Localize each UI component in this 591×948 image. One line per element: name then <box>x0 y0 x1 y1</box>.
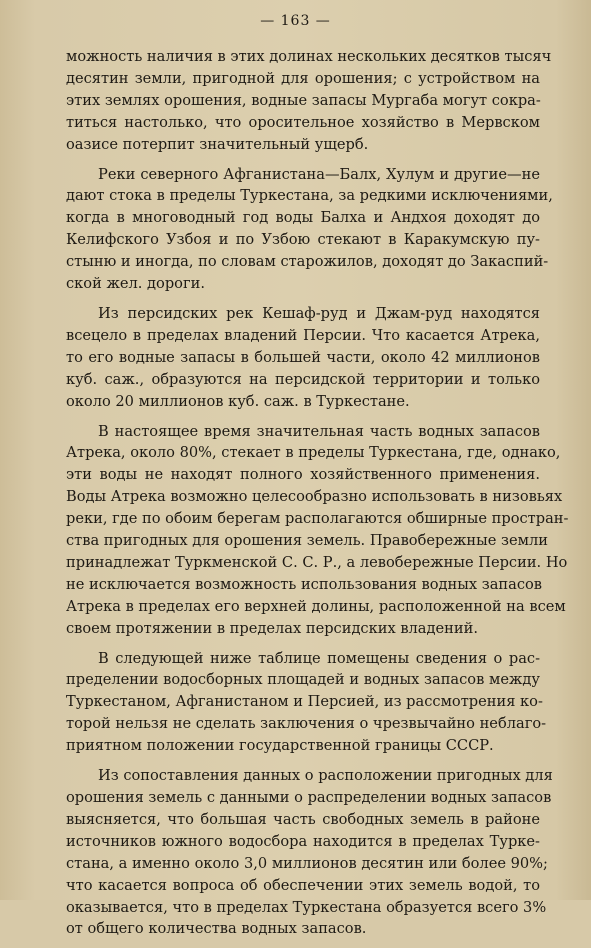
paragraph <box>66 46 552 156</box>
text-line: дают стока в пределы Туркестана, за редкими исключениями, <box>66 187 553 205</box>
text-line: что касается вопроса об обеспечении этих земель водой, то <box>66 876 540 894</box>
text-line: ской жел. дороги. <box>66 275 205 293</box>
text-line: этих землях орошения, водные запасы Мургаба могут сокра- <box>66 91 541 109</box>
text-line: эти воды не находят полного хозяйственного применения. <box>66 466 540 484</box>
text-line: стана, а именно около 3,0 миллионов десятин или более 90%; <box>66 854 548 872</box>
text-line: от общего количества водных запасов. <box>66 920 367 938</box>
text-line: Реки северного Афганистана—Балх, Хулум и другие—не <box>98 165 540 183</box>
text-line: около 20 миллионов куб. саж. в Туркестане. <box>66 392 410 410</box>
text-line: десятин земли, пригодной для орошения; с устройством на <box>66 69 540 87</box>
text-line: когда в многоводный год воды Балха и Андхоя доходят до <box>66 209 540 227</box>
text-line: торой нельзя не сделать заключения о чрезвычайно неблаго- <box>66 715 547 733</box>
text-line: стыню и иногда, по словам старожилов, доходят до Закаспий- <box>66 253 549 271</box>
text-line: можность наличия в этих долинах нескольких десятков тысяч <box>66 48 552 65</box>
text-line: выясняется, что большая часть свободных земель в районе <box>66 810 540 828</box>
text-line: всецело в пределах владений Персии. Что касается Атрека, <box>66 326 540 344</box>
text-line: реки, где по обоим берегам располагаются обширные простран- <box>66 510 569 528</box>
paragraph <box>66 164 553 295</box>
paragraph <box>66 421 569 640</box>
text-line: приятном положении государственной границы СССР. <box>66 737 494 755</box>
text-line: куб. саж., образуются на персидской территории и только <box>66 370 540 388</box>
text-line: оказывается, что в пределах Туркестана образуется всего 3% <box>66 898 547 916</box>
text-line: Воды Атрека возможно целесообразно использовать в низовьях <box>66 488 563 506</box>
text-line: титься настолько, что оросительное хозяйство в Мервском <box>66 113 540 131</box>
text-line: Из сопоставления данных о расположении пригодных для <box>98 767 553 785</box>
text-line: своем протяжении в пределах персидских владений. <box>66 619 478 637</box>
text-line: Туркестаном, Афганистаном и Персией, из рассмотрения ко- <box>66 693 543 711</box>
text-line: Атрека, около 80%, стекает в пределы Туркестана, где, однако, <box>66 444 561 462</box>
text-line: Келифского Узбоя и по Узбою стекают в Каракумскую пу- <box>66 231 540 249</box>
text-line: Из персидских рек Кешаф-руд и Джам-руд находятся <box>98 304 540 322</box>
paragraph <box>66 765 553 940</box>
paragraph <box>66 303 540 413</box>
text-line: орошения земель с данными о распределении водных запасов <box>66 789 552 806</box>
text-line: оазисе потерпит значительный ущерб. <box>66 135 369 153</box>
text-line: В следующей ниже таблице помещены сведения о рас- <box>98 649 540 667</box>
text-line: Атрека в пределах его верхней долины, расположенной на всем <box>66 597 566 615</box>
body-text <box>66 46 569 948</box>
page-number: — 163 — <box>260 13 331 29</box>
text-line: принадлежат Туркменской С. С. Р., а левобережные Персии. Но <box>66 553 568 571</box>
text-line: источников южного водосбора находится в пределах Турке- <box>66 832 540 850</box>
paragraph <box>66 648 547 758</box>
text-line: пределении водосборных площадей и водных запасов между <box>66 671 540 689</box>
text-line: то его водные запасы в большей части, около 42 миллионов <box>66 348 540 366</box>
text-line: не исключается возможность использования водных запасов <box>66 575 542 593</box>
text-line: ства пригодных для орошения земель. Правобережные земли <box>66 532 548 550</box>
text-line: В настоящее время значительная часть водных запасов <box>98 422 540 440</box>
